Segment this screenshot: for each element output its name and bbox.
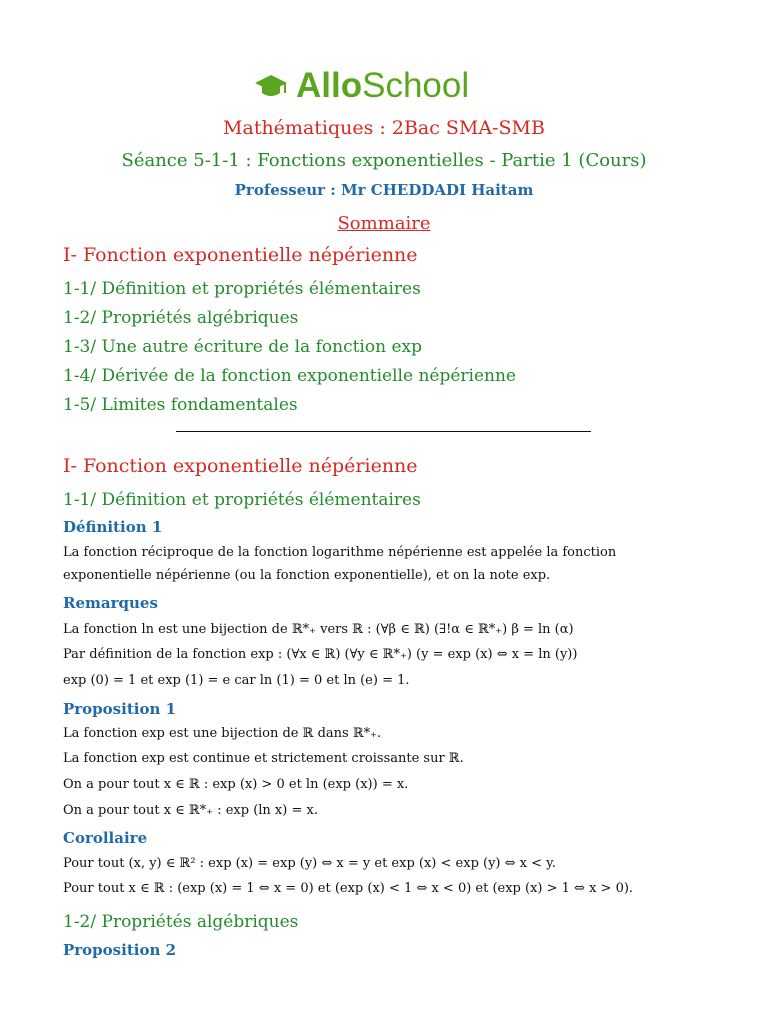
sommaire-item: 1-1/ Définition et propriétés élémentaires [63, 279, 421, 299]
divider [176, 431, 591, 432]
remark-line: La fonction ln est une bijection de ℝ*₊ vers ℝ : (∀β ∈ ℝ) (∃!α ∈ ℝ*₊) β = ln (α) [63, 622, 574, 637]
proposition-line: La fonction exp est continue et strictement croissante sur ℝ. [63, 751, 464, 766]
sommaire-section: I- Fonction exponentielle népérienne [63, 244, 418, 266]
definition-label: Définition 1 [63, 518, 163, 536]
subsection-title: 1-1/ Définition et propriétés élémentaires [63, 490, 421, 510]
proposition-line: La fonction exp est une bijection de ℝ dans ℝ*₊. [63, 726, 382, 741]
proposition-label: Proposition 1 [63, 700, 177, 718]
graduation-cap-icon [254, 73, 288, 99]
allo-school-logo [254, 66, 469, 106]
sommaire-item: 1-4/ Dérivée de la fonction exponentielle népérienne [63, 366, 516, 386]
sommaire-item: 1-2/ Propriétés algébriques [63, 308, 299, 328]
section-title: I- Fonction exponentielle népérienne [63, 455, 418, 477]
proposition-line: On a pour tout x ∈ ℝ : exp (x) > 0 et ln (exp (x)) = x. [63, 777, 409, 792]
proposition-label: Proposition 2 [63, 941, 177, 959]
brand-name: AlloSchool [296, 66, 470, 105]
professor-name: Professeur : Mr CHEDDADI Haitam [234, 181, 534, 199]
seance-title: Séance 5-1-1 : Fonctions exponentielles - Partie 1 (Cours) [121, 150, 647, 171]
definition-text: La fonction réciproque de la fonction logarithme népérienne est appelée la fonction [63, 545, 617, 560]
subsection-title: 1-2/ Propriétés algébriques [63, 912, 299, 932]
corollaire-label: Corollaire [63, 829, 148, 847]
remarques-label: Remarques [63, 594, 158, 612]
proposition-line: On a pour tout x ∈ ℝ*₊ : exp (ln x) = x. [63, 803, 318, 818]
corollaire-line: Pour tout x ∈ ℝ : (exp (x) = 1 ⇔ x = 0) et (exp (x) < 1 ⇔ x < 0) et (exp (x) > 1 ⇔ x > 0). [63, 881, 634, 896]
sommaire-item: 1-5/ Limites fondamentales [63, 395, 298, 415]
sommaire-title: Sommaire [337, 213, 431, 234]
remark-line: Par définition de la fonction exp : (∀x ∈ ℝ) (∀y ∈ ℝ*₊) (y = exp (x) ⇔ x = ln (y)) [63, 647, 578, 662]
remark-line: exp (0) = 1 et exp (1) = e car ln (1) = 0 et ln (e) = 1. [63, 673, 410, 688]
course-title: Mathématiques : 2Bac SMA-SMB [223, 117, 545, 139]
sommaire-item: 1-3/ Une autre écriture de la fonction exp [63, 337, 422, 357]
definition-text: exponentielle népérienne (ou la fonction exponentielle), et on la note exp. [63, 568, 551, 583]
corollaire-line: Pour tout (x, y) ∈ ℝ² : exp (x) = exp (y) ⇔ x = y et exp (x) < exp (y) ⇔ x < y. [63, 856, 556, 871]
